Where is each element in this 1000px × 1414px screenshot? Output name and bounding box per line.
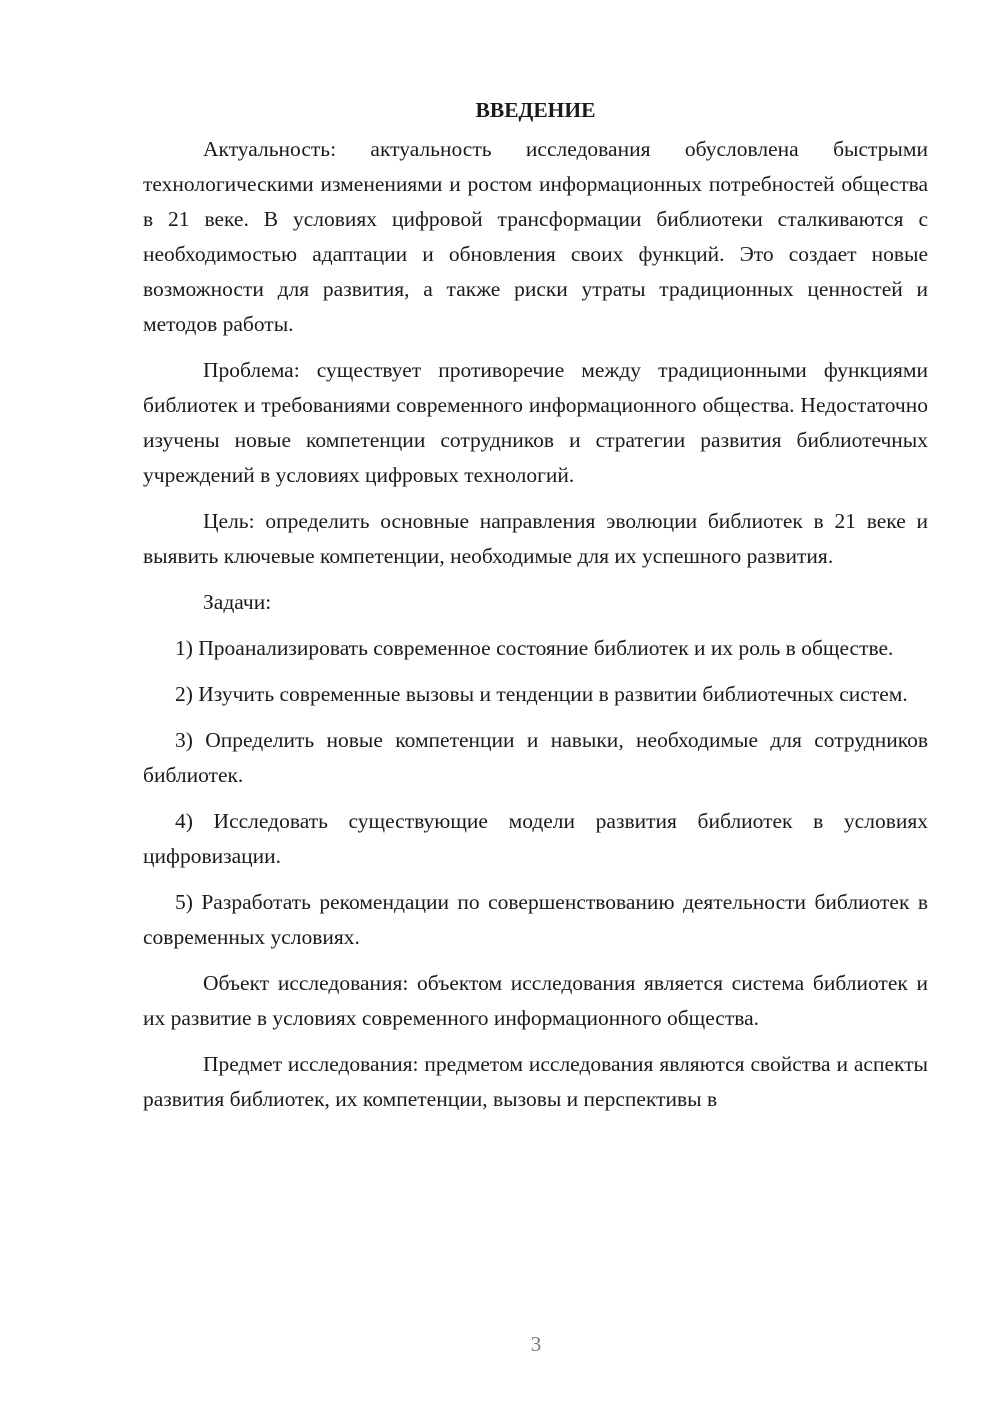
object-paragraph: Объект исследования: объектом исследования является система библиотек и их развитие в условиях современного информационного общества. xyxy=(143,971,928,1030)
task-item-1: 1) Проанализировать современное состояние библиотек и их роль в обществе. xyxy=(175,636,894,660)
task-item-3: 3) Определить новые компетенции и навыки, необходимые для сотрудников библиотек. xyxy=(143,728,928,787)
goal-paragraph: Цель: определить основные направления эволюции библиотек в 21 веке и выявить ключевые компетенции, необходимые для их успешного развития. xyxy=(143,509,928,568)
task-item-4: 4) Исследовать существующие модели развития библиотек в условиях цифровизации. xyxy=(143,809,928,868)
task-item-5: 5) Разработать рекомендации по совершенствованию деятельности библиотек в современных условиях. xyxy=(143,890,928,949)
section-title: ВВЕДЕНИЕ xyxy=(475,98,596,122)
page-number: 3 xyxy=(530,1332,542,1356)
document-page xyxy=(143,92,928,1117)
tasks-label: Задачи: xyxy=(203,590,272,614)
problem-paragraph: Проблема: существует противоречие между традиционными функциями библиотек и требованиями современного информационного общества. Недостаточно изучены новые компетенции сотрудников и стратегии развития библиотечных учреждений в условиях цифровых технологий. xyxy=(143,358,928,487)
subject-paragraph: Предмет исследования: предметом исследования являются свойства и аспекты развития библиотек, их компетенции, вызовы и перспективы в xyxy=(143,1052,928,1111)
relevance-paragraph: Актуальность: актуальность исследования обусловлена быстрыми технологическими изменениями и ростом информационных потребностей общества в 21 веке. В условиях цифровой трансформации библиотеки сталкиваются с необходимостью адаптации и обновления своих функций. Это создает новые возможности для развития, а также риски утраты традиционных ценностей и методов работы. xyxy=(143,137,928,336)
task-item-2: 2) Изучить современные вызовы и тенденции в развитии библиотечных систем. xyxy=(175,682,908,706)
